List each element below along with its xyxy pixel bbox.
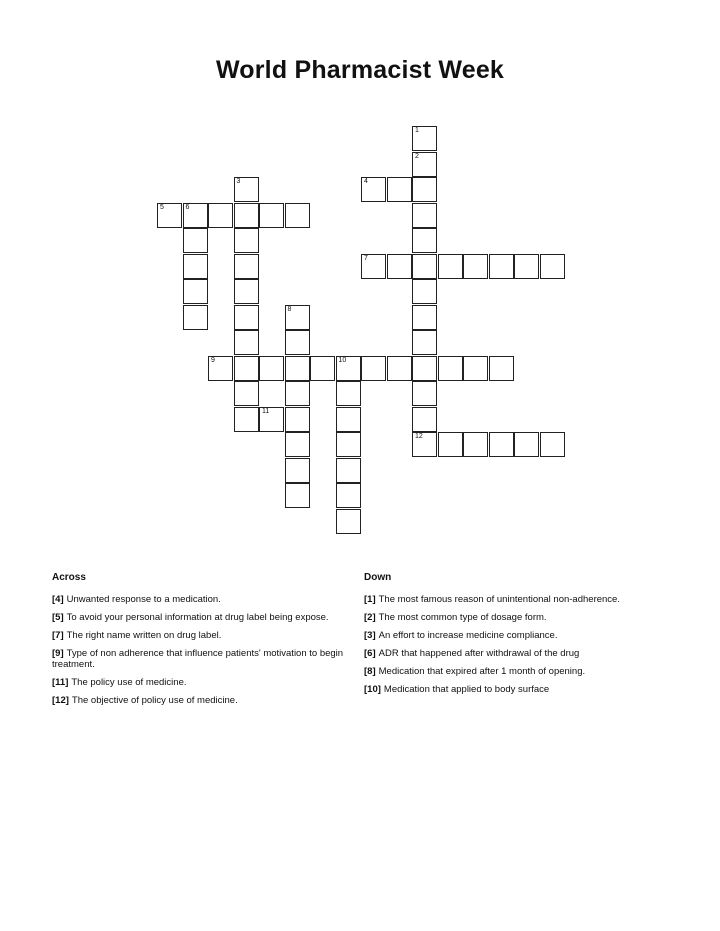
- crossword-cell[interactable]: [285, 407, 310, 432]
- crossword-cell[interactable]: [285, 356, 310, 381]
- crossword-cell[interactable]: [412, 330, 437, 355]
- crossword-cell[interactable]: [412, 305, 437, 330]
- crossword-cell[interactable]: [463, 356, 488, 381]
- crossword-cell[interactable]: [336, 356, 361, 381]
- across-clues: [52, 572, 352, 713]
- crossword-cell[interactable]: [234, 254, 259, 279]
- clue-down-1: [1] The most famous reason of unintentional non-adherence.: [364, 594, 620, 605]
- crossword-cell[interactable]: [285, 483, 310, 508]
- crossword-cell[interactable]: [336, 407, 361, 432]
- crossword-cell[interactable]: [412, 228, 437, 253]
- crossword-cell[interactable]: [361, 356, 386, 381]
- down-heading: Down: [364, 572, 392, 583]
- crossword-cell[interactable]: [336, 432, 361, 457]
- clue-across-9: [9] Type of non adherence that influence patients' motivation to begin treatment.: [52, 648, 344, 670]
- clue-across-11: [11] The policy use of medicine.: [52, 677, 187, 688]
- crossword-cell[interactable]: [285, 458, 310, 483]
- crossword-cell[interactable]: [412, 177, 437, 202]
- crossword-cell[interactable]: [183, 305, 208, 330]
- clue-down-2: [2] The most common type of dosage form.: [364, 612, 547, 623]
- crossword-cell[interactable]: [285, 432, 310, 457]
- crossword-cell[interactable]: [157, 203, 182, 228]
- crossword-cell[interactable]: [412, 152, 437, 177]
- cell-number: 9: [211, 356, 215, 364]
- clue-across-12: [12] The objective of policy use of medicine.: [52, 695, 238, 706]
- crossword-cell[interactable]: [208, 356, 233, 381]
- crossword-cell[interactable]: [438, 432, 463, 457]
- crossword-cell[interactable]: [234, 356, 259, 381]
- crossword-cell[interactable]: [183, 203, 208, 228]
- crossword-cell[interactable]: [285, 381, 310, 406]
- crossword-cell[interactable]: [336, 381, 361, 406]
- crossword-cell[interactable]: [336, 458, 361, 483]
- crossword-cell[interactable]: [540, 254, 565, 279]
- crossword-cell[interactable]: [361, 177, 386, 202]
- crossword-cell[interactable]: [336, 483, 361, 508]
- crossword-cell[interactable]: [234, 305, 259, 330]
- crossword-cell[interactable]: [489, 432, 514, 457]
- crossword-cell[interactable]: [463, 254, 488, 279]
- clue-down-10: [10] Medication that applied to body surface: [364, 684, 550, 695]
- crossword-cell[interactable]: [412, 432, 437, 457]
- cell-number: 8: [287, 305, 292, 313]
- crossword-cell[interactable]: [234, 228, 259, 253]
- crossword-cell[interactable]: [285, 330, 310, 355]
- crossword-cell[interactable]: [336, 509, 361, 534]
- cell-number: 5: [160, 203, 164, 211]
- crossword-cell[interactable]: [259, 407, 284, 432]
- crossword-cell[interactable]: [208, 203, 233, 228]
- page-title: World Pharmacist Week: [215, 56, 505, 84]
- clue-down-8: [8] Medication that expired after 1 month of opening.: [364, 666, 586, 677]
- cell-number: 12: [415, 433, 423, 440]
- clue-across-7: [7] The right name written on drug label.: [52, 630, 222, 641]
- crossword-cell[interactable]: [259, 356, 284, 381]
- crossword-cell[interactable]: [412, 203, 437, 228]
- crossword-cell[interactable]: [463, 432, 488, 457]
- crossword-cell[interactable]: [183, 279, 208, 304]
- down-clues: [364, 572, 654, 702]
- crossword-cell[interactable]: [514, 432, 539, 457]
- crossword-cell[interactable]: [412, 381, 437, 406]
- cell-number: 1: [415, 127, 419, 134]
- cell-number: 6: [185, 203, 190, 211]
- crossword-cell[interactable]: [183, 254, 208, 279]
- crossword-cell[interactable]: [310, 356, 335, 381]
- crossword-cell[interactable]: [234, 407, 259, 432]
- crossword-cell[interactable]: [387, 356, 412, 381]
- crossword-cell[interactable]: [234, 381, 259, 406]
- crossword-cell[interactable]: [234, 330, 259, 355]
- crossword-cell[interactable]: [540, 432, 565, 457]
- crossword-cell[interactable]: [361, 254, 386, 279]
- crossword-cell[interactable]: [412, 254, 437, 279]
- crossword-cell[interactable]: [412, 126, 437, 151]
- clue-across-4: [4] Unwanted response to a medication.: [52, 594, 221, 605]
- cell-number: 2: [415, 152, 419, 160]
- crossword-cell[interactable]: [412, 279, 437, 304]
- crossword-cell[interactable]: [285, 305, 310, 330]
- crossword-cell[interactable]: [234, 177, 259, 202]
- crossword-cell[interactable]: [514, 254, 539, 279]
- crossword-cell[interactable]: [234, 279, 259, 304]
- crossword-cell[interactable]: [438, 254, 463, 279]
- cell-number: 3: [236, 178, 241, 185]
- crossword-cell[interactable]: [489, 254, 514, 279]
- crossword-cell[interactable]: [387, 254, 412, 279]
- crossword-cell[interactable]: [183, 228, 208, 253]
- crossword-cell[interactable]: [489, 356, 514, 381]
- crossword-cell[interactable]: [234, 203, 259, 228]
- crossword-cell[interactable]: [387, 177, 412, 202]
- crossword-cell[interactable]: [412, 356, 437, 381]
- cell-number: 10: [338, 356, 347, 364]
- crossword-cell[interactable]: [285, 203, 310, 228]
- clue-across-5: [5] To avoid your personal information at drug label being expose.: [52, 612, 329, 623]
- crossword-cell[interactable]: [438, 356, 463, 381]
- clue-down-3: [3] An effort to increase medicine compliance.: [364, 630, 558, 641]
- crossword-cell[interactable]: [412, 407, 437, 432]
- cell-number: 4: [364, 178, 368, 185]
- across-heading: Across: [52, 572, 86, 583]
- cell-number: 11: [262, 407, 270, 415]
- clue-down-6: [6] ADR that happened after withdrawal of the drug: [364, 648, 580, 659]
- crossword-cell[interactable]: [259, 203, 284, 228]
- cell-number: 7: [364, 254, 368, 262]
